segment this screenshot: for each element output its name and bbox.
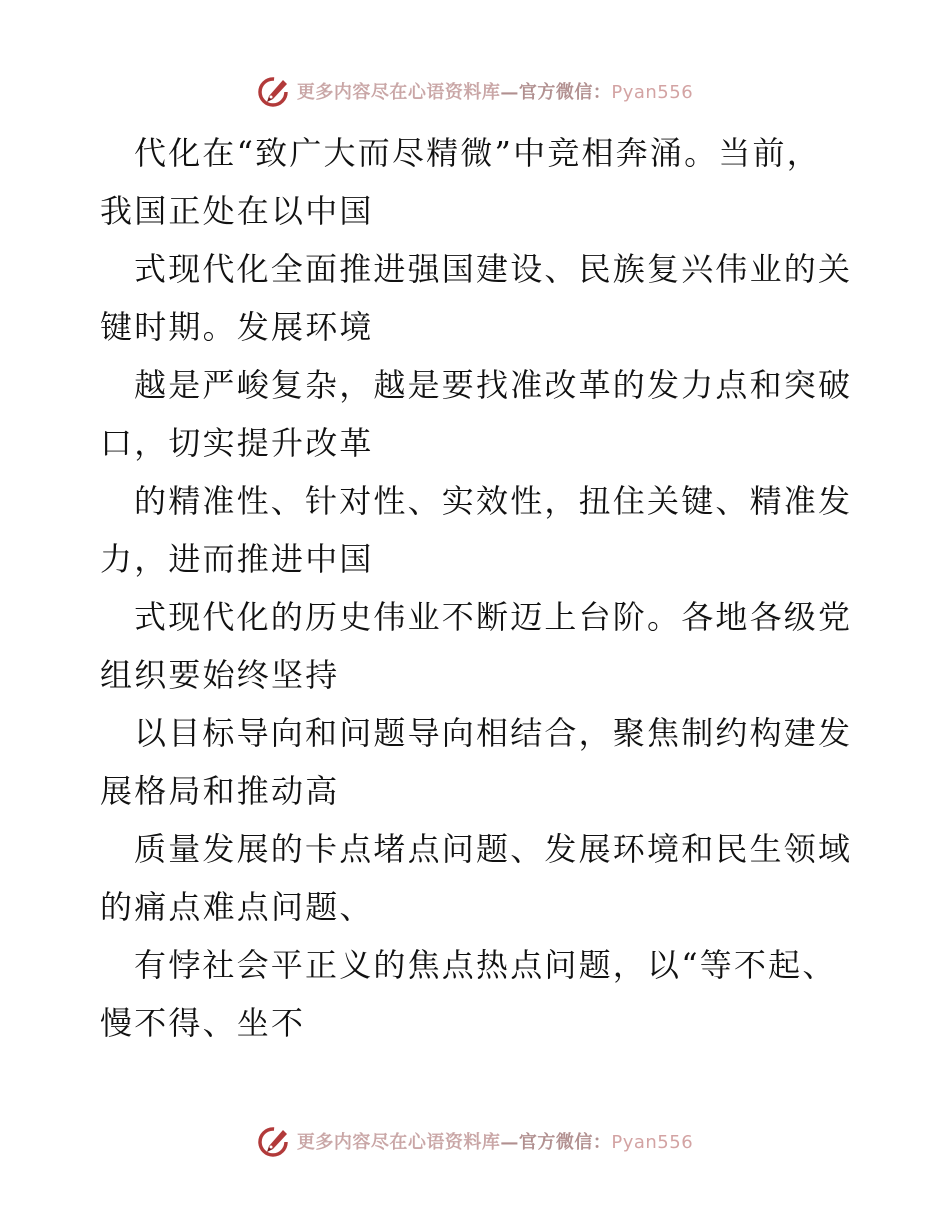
header-banner bbox=[0, 71, 950, 111]
paragraph-line: 质量发展的卡点堵点问题、发展环境和民生领域 bbox=[134, 830, 853, 868]
header-brand-text: 更多内容尽在心语资料库 bbox=[296, 82, 501, 103]
paragraph-line: 展格局和推动高 bbox=[100, 772, 340, 810]
paragraph-line: 式现代化全面推进强国建设、民族复兴伟业的关 bbox=[134, 250, 853, 288]
pen-nib-logo-icon bbox=[257, 74, 291, 108]
paragraph-line: 代化在“致广大而尽精微”中竞相奔涌。当前， bbox=[134, 134, 821, 172]
footer-official-text: —官方微信： bbox=[500, 1132, 612, 1153]
paragraph bbox=[0, 240, 950, 356]
footer-brand-text: 更多内容尽在心语资料库 bbox=[296, 1132, 501, 1153]
paragraph-line: 的精准性、针对性、实效性，扭住关键、精准发 bbox=[134, 482, 853, 520]
footer-banner bbox=[0, 1121, 950, 1161]
paragraph-line: 的痛点难点问题、 bbox=[100, 888, 374, 926]
paragraph bbox=[0, 820, 950, 936]
paragraph-line: 有悖社会平正义的焦点热点问题，以“等不起、 bbox=[134, 946, 837, 984]
paragraph bbox=[0, 124, 950, 240]
paragraph bbox=[0, 936, 950, 1052]
paragraph-line: 式现代化的历史伟业不断迈上台阶。各地各级党 bbox=[134, 598, 853, 636]
document-body bbox=[0, 124, 950, 1052]
header-official-text: —官方微信： bbox=[500, 82, 612, 103]
paragraph-line: 力，进而推进中国 bbox=[100, 540, 374, 578]
paragraph-line: 以目标导向和问题导向相结合，聚焦制约构建发 bbox=[134, 714, 853, 752]
footer-wechat-id: Pyan556 bbox=[611, 1132, 694, 1153]
paragraph-line: 我国正处在以中国 bbox=[100, 192, 374, 230]
paragraph-line: 口，切实提升改革 bbox=[100, 424, 374, 462]
paragraph-line: 组织要始终坚持 bbox=[100, 656, 340, 694]
paragraph bbox=[0, 472, 950, 588]
paragraph-line: 慢不得、坐不 bbox=[100, 1004, 306, 1042]
paragraph-line: 键时期。发展环境 bbox=[100, 308, 374, 346]
paragraph-line: 越是严峻复杂，越是要找准改革的发力点和突破 bbox=[134, 366, 853, 404]
header-wechat-id: Pyan556 bbox=[611, 82, 694, 103]
pen-nib-logo-icon bbox=[257, 1124, 291, 1158]
paragraph bbox=[0, 356, 950, 472]
paragraph bbox=[0, 588, 950, 704]
paragraph bbox=[0, 704, 950, 820]
